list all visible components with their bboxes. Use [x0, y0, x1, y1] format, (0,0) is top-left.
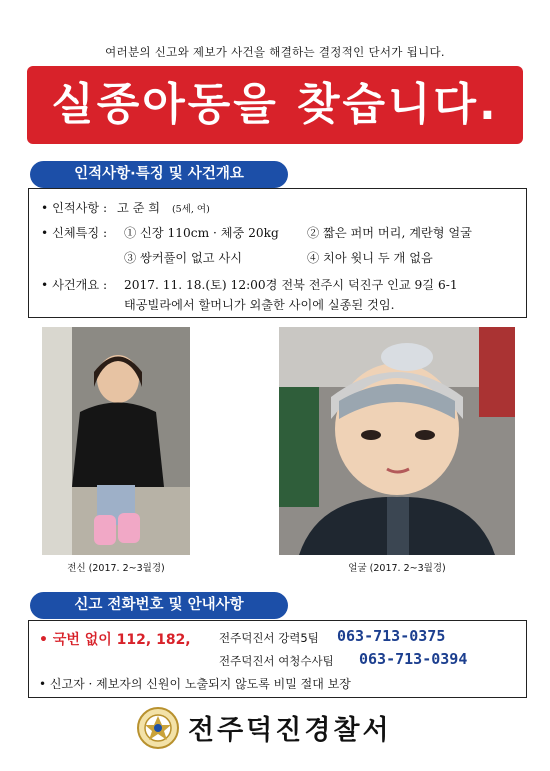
face-caption: 얼굴 (2017. 2~3월경) — [348, 563, 446, 574]
banner-title: 실종아동을 찾습니다. — [51, 79, 499, 130]
police-emblem-icon — [137, 707, 179, 749]
agency-1: 전주덕진서 강력5팀 — [219, 631, 319, 645]
police-station-name: 전주덕진경찰서 — [188, 715, 392, 746]
personal-detail: (5세, 여) — [171, 204, 210, 215]
personal-name: 고 준 희 — [117, 201, 161, 215]
phone-number-1[interactable]: 063-713-0375 — [337, 627, 446, 645]
contact-box — [28, 620, 527, 698]
full-body-caption: 전신 (2017. 2~3월경) — [67, 563, 165, 574]
case-line-2: 태공빌라에서 할머니가 외출한 사이에 실종된 것임. — [124, 298, 395, 312]
case-line-1: 2017. 11. 18.(토) 12:00경 전북 전주시 덕진구 인교 9길 6-1 — [124, 278, 458, 292]
personal-row — [41, 199, 210, 216]
tagline: 여러분의 신고와 제보가 사건을 해결하는 결정적인 단서가 됩니다. — [105, 45, 445, 59]
body-trait-3: ③ 쌍커풀이 없고 사시 — [124, 251, 242, 265]
personal-label: • 인적사항 : — [41, 201, 108, 215]
info-box — [28, 188, 527, 318]
section-header-info: 인적사항·특징 및 사건개요 — [30, 161, 288, 188]
face-photo — [279, 327, 515, 555]
section-header-contact: 신고 전화번호 및 안내사항 — [30, 592, 288, 619]
agency-2: 전주덕진서 여청수사팀 — [219, 654, 334, 668]
confidentiality-notice: • 신고자 · 제보자의 신원이 노출되지 않도록 비밀 절대 보장 — [39, 677, 351, 691]
case-label: • 사건개요 : — [41, 278, 108, 292]
full-body-photo — [42, 327, 190, 555]
body-trait-1: ① 신장 110cm · 체중 20kg — [124, 226, 279, 240]
body-trait-2: ② 짧은 퍼머 머리, 계란형 얼굴 — [307, 226, 472, 240]
phone-number-2[interactable]: 063-713-0394 — [359, 650, 468, 668]
emergency-numbers: • 국번 없이 112, 182, — [39, 632, 191, 648]
body-trait-4: ④ 치아 윗니 두 개 없음 — [307, 251, 433, 265]
body-label: • 신체특징 : — [41, 226, 108, 240]
